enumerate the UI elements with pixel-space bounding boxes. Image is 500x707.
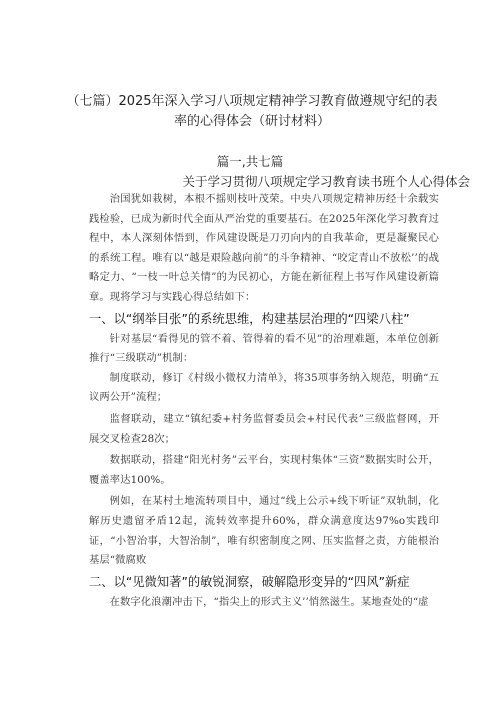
document-subtitle: 关于学习贯彻八项规定学习教育读书班个人心得体会 (182, 174, 470, 189)
document-body (89, 190, 439, 612)
part-heading: 篇一,共七篇 (216, 154, 284, 169)
paragraph: 在数字化浪潮冲击下，“指尖上的形式主义’’悄然滋生。某地查处的“虚 (109, 595, 429, 608)
paragraph: 例如，在某村土地流转项目中，通过“线上公示+线下听证”双轨制，化解历史遗留矛盾12起，流转效率提升60%，群众满意度达97%o实践印证，“小智治事，大智治制”，唯有织密制度之网、压实监督之责，方能根治基层“微腐败 (89, 495, 439, 567)
paragraph: 针对基层“看得见的管不着、管得着的看不见”的治理难题，本单位创新推行“三级联动”机制： (89, 332, 439, 365)
paragraph-intro: 治国犹如栽树，本根不摇则枝叶茂荣。中央八项规定精神历经十余载实践检验，已成为新时代全面从严治党的重要基石。在2025年深化学习教育过程中，本人深刻体悟到，作风建设既是刀刃向内的自我革命，更是凝聚民心的系统工程。唯有以“越是艰险越向前”的斗争精神、“咬定青山不放松’’的战略定力、“一枝一叶总关情”的为民初心，方能在新征程上书写作风建设新篇章。现将学习与实践心得总结如下： (89, 193, 439, 303)
section-heading-1: 一、以“纲举目张”的系统思维，构建基层治理的“四梁八柱” (89, 311, 410, 326)
document-title: （七篇）2025年深入学习八项规定精神学习教育做遵规守纪的表率的心得体会（研讨材料） (66, 94, 438, 129)
paragraph: 监督联动，建立“镇纪委+村务监督委员会+村民代表”三级监督网，开展交叉检查28次； (89, 412, 439, 445)
paragraph: 制度联动，修订《村级小微权力清单》，将35项事务纳入规范，明确“五议两公开”流程； (89, 371, 439, 404)
section-heading-2: 二、以“见微知著”的敏锐洞察，破解隐形变异的“四风”新症 (89, 574, 410, 589)
paragraph: 数据联动，搭建“阳光村务”云平台，实现村集体“三资”数据实时公开，覆盖率达100%。 (89, 454, 439, 486)
